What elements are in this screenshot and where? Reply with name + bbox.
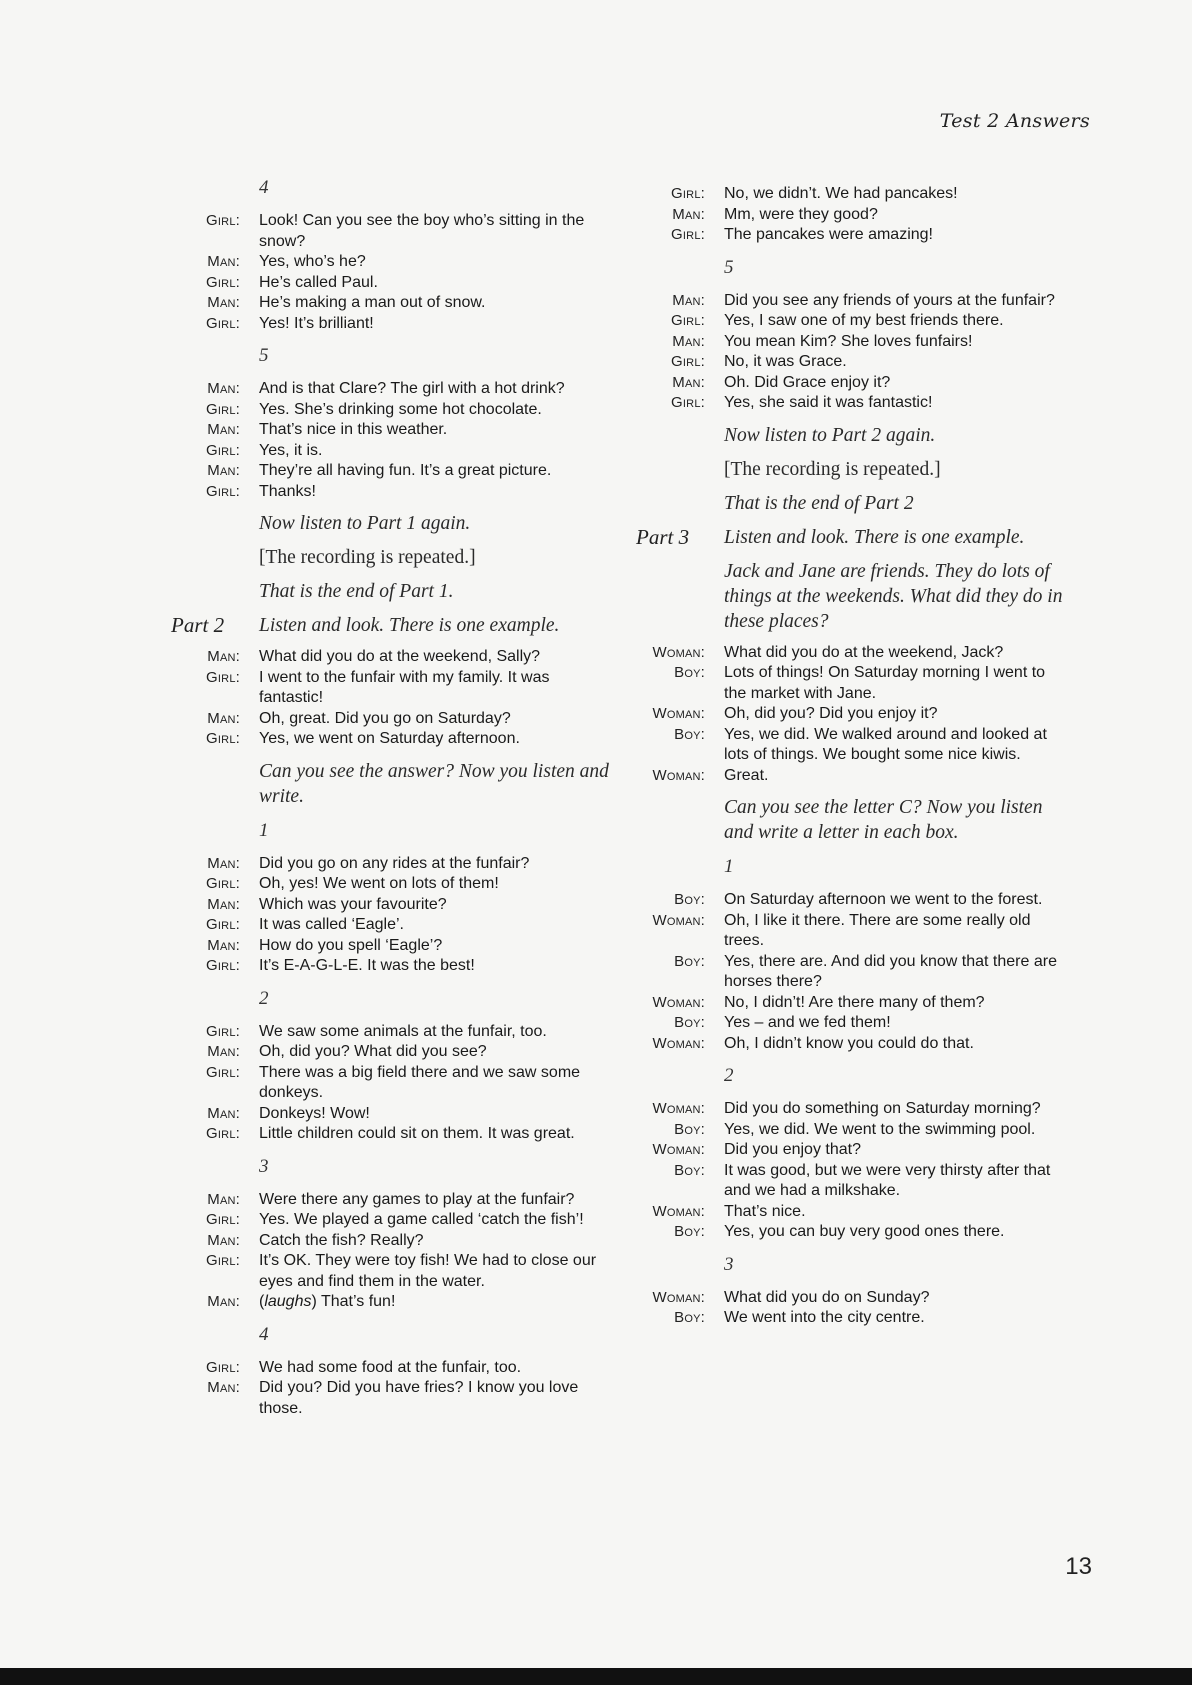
dialogue-line (640, 1202, 1080, 1223)
dialogue-line (175, 647, 615, 668)
dialogue-line (175, 1210, 615, 1231)
dialogue-line (640, 725, 1080, 766)
item-number: 5 (724, 256, 734, 278)
dialogue-line (175, 211, 615, 252)
speaker-label: Girl: (206, 1358, 240, 1376)
speaker-label: Girl: (671, 353, 705, 370)
speech-text: Yes, who’s he? (259, 253, 366, 270)
speaker-label: Man: (672, 332, 705, 350)
dialogue-line (640, 373, 1080, 394)
instruction: Can you see the letter C? Now you listen and write a letter in each box. (724, 797, 1043, 843)
speech-text: Oh, great. Did you go on Saturday? (259, 709, 511, 727)
speaker-label: Man: (207, 648, 240, 665)
speech-text: Did you do something on Saturday morning? (724, 1100, 1041, 1117)
speaker-label: Man: (207, 1293, 240, 1310)
dialogue-line (640, 704, 1080, 725)
speech-text: Did you? Did you have fries? I know you love those. (259, 1379, 579, 1417)
dialogue-line (175, 936, 615, 957)
dialogue-line (640, 663, 1080, 704)
speaker-label: Woman: (652, 1100, 705, 1117)
speaker-label: Woman: (652, 1141, 705, 1158)
speech-text: They’re all having fun. It’s a great picture. (259, 462, 552, 479)
dialogue-line (640, 1120, 1080, 1141)
speaker-label: Girl: (206, 957, 240, 974)
dialogue-line (175, 1292, 615, 1313)
speaker-label: Boy: (674, 664, 705, 681)
speech-text: Yes, we did. We went to the swimming pool. (724, 1120, 1036, 1138)
speaker-label: Girl: (206, 1063, 240, 1081)
dialogue-line (175, 1190, 615, 1211)
speech-text: Yes, we did. We walked around and looked at lots of things. We bought some nice kiwis. (724, 725, 1047, 763)
speaker-label: Girl: (206, 730, 240, 747)
speech-text: Did you go on any rides at the funfair? (259, 854, 530, 872)
dialogue-block (640, 291, 1080, 414)
speech-text: No, it was Grace. (724, 353, 847, 370)
running-header: Test 2 Answers (939, 110, 1090, 132)
dialogue-line (175, 895, 615, 916)
dialogue-block (640, 643, 1080, 787)
speaker-label: Woman: (652, 911, 705, 929)
speech-text: Oh, did you? What did you see? (259, 1043, 487, 1060)
speaker-label: Woman: (652, 705, 705, 722)
speaker-label: Girl: (671, 185, 705, 202)
dialogue-line (640, 643, 1080, 664)
part-label: Part 2 (171, 613, 225, 637)
speaker-label: Man: (207, 294, 240, 311)
part-heading (171, 613, 615, 638)
speaker-label: Man: (207, 1043, 240, 1060)
speaker-label: Man: (207, 462, 240, 479)
speech-text: He’s making a man out of snow. (259, 294, 486, 311)
dialogue-line (175, 1231, 615, 1252)
dialogue-block (640, 1099, 1080, 1243)
speech-text: I went to the funfair with my family. It was fantastic! (259, 668, 550, 706)
dialogue-line (640, 311, 1080, 332)
dialogue-line (640, 393, 1080, 414)
speech-text: It was called ‘Eagle’. (259, 916, 404, 933)
speech-text: And is that Clare? The girl with a hot drink? (259, 380, 565, 397)
speech-text: What did you do at the weekend, Sally? (259, 648, 541, 665)
dialogue-line (640, 911, 1080, 952)
speech-text: Look! Can you see the boy who’s sitting in the snow? (259, 212, 585, 250)
speaker-label: Boy: (674, 1161, 705, 1179)
speaker-label: Boy: (674, 952, 705, 970)
dialogue-line (175, 420, 615, 441)
dialogue-line (640, 1288, 1080, 1309)
dialogue-line (640, 1161, 1080, 1202)
dialogue-line (175, 854, 615, 875)
dialogue-line (175, 314, 615, 335)
dialogue-block (175, 1358, 615, 1420)
instruction: Listen and look. There is one example. (259, 615, 560, 636)
dialogue-block (640, 184, 1080, 246)
dialogue-line (175, 1042, 615, 1063)
item-number: 3 (724, 1253, 734, 1275)
speaker-label: Girl: (206, 916, 240, 933)
dialogue-line (175, 668, 615, 709)
dialogue-line (640, 1140, 1080, 1161)
speaker-label: Girl: (206, 212, 240, 229)
speech-text: How do you spell ‘Eagle’? (259, 936, 443, 954)
speech-text: Did you enjoy that? (724, 1141, 861, 1158)
speech-text: Yes. We played a game called ‘catch the fish’! (259, 1211, 584, 1228)
speaker-label: Man: (207, 854, 240, 872)
speaker-label: Boy: (674, 891, 705, 908)
dialogue-block (175, 647, 615, 750)
speaker-label: Man: (672, 291, 705, 309)
speaker-label: Man: (207, 895, 240, 913)
speech-text: Great. (724, 766, 769, 784)
speaker-label: Girl: (671, 226, 705, 243)
part-heading (636, 524, 1080, 550)
speech-text: The pancakes were amazing! (724, 226, 933, 243)
item-number: 1 (724, 856, 734, 877)
speaker-label: Boy: (674, 725, 705, 743)
item-number: 1 (259, 819, 269, 841)
speaker-label: Man: (207, 709, 240, 727)
speaker-label: Man: (207, 421, 240, 438)
dialogue-line (640, 1099, 1080, 1120)
speech-text: What did you do at the weekend, Jack? (724, 643, 1004, 661)
speech-text: It’s OK. They were toy fish! We had to close our eyes and find them in the water. (259, 1252, 597, 1290)
instruction: Can you see the answer? Now you listen and write. (259, 760, 609, 807)
dialogue-line (175, 1104, 615, 1125)
speech-text: He’s called Paul. (259, 273, 378, 291)
speech-text: Mm, were they good? (724, 205, 878, 223)
recording-note: [The recording is repeated.] (724, 458, 941, 480)
dialogue-block (640, 1288, 1080, 1329)
dialogue-line (175, 400, 615, 421)
speech-text: Yes! It’s brilliant! (259, 314, 374, 332)
speaker-label: Girl: (206, 875, 240, 892)
speaker-label: Girl: (206, 1211, 240, 1228)
dialogue-line (640, 766, 1080, 787)
dialogue-line (175, 1358, 615, 1379)
speech-text: Oh, yes! We went on lots of them! (259, 875, 499, 892)
speaker-label: Girl: (206, 314, 240, 332)
speaker-label: Woman: (652, 993, 705, 1011)
speech-text: What did you do on Sunday? (724, 1288, 930, 1306)
speech-text: Yes, you can buy very good ones there. (724, 1223, 1005, 1240)
instruction: Listen and look. There is one example. (724, 526, 1025, 548)
speech-text: Thanks! (259, 482, 316, 500)
dialogue-line (175, 729, 615, 750)
dialogue-block (640, 890, 1080, 1054)
left-column (171, 177, 615, 1419)
dialogue-block (175, 1022, 615, 1145)
speech-text: On Saturday afternoon we went to the forest. (724, 891, 1043, 908)
speech-text: Yes, we went on Saturday afternoon. (259, 730, 520, 747)
speaker-label: Girl: (671, 312, 705, 329)
speaker-label: Woman: (652, 1288, 705, 1306)
dialogue-line (640, 952, 1080, 993)
speech-text: Yes, I saw one of my best friends there. (724, 312, 1004, 329)
speaker-label: Girl: (206, 482, 240, 500)
speaker-label: Girl: (206, 1252, 240, 1269)
speaker-label: Man: (207, 380, 240, 397)
speaker-label: Man: (207, 1231, 240, 1249)
speaker-label: Boy: (674, 1014, 705, 1031)
speech-text: Yes, there are. And did you know that there are horses there? (724, 952, 1057, 990)
speech-text: (laughs) That’s fun! (259, 1293, 396, 1310)
dialogue-line (175, 482, 615, 503)
speech-text: Were there any games to play at the funfair? (259, 1190, 575, 1208)
speaker-label: Girl: (206, 273, 240, 291)
dialogue-line (175, 461, 615, 482)
dialogue-line (640, 352, 1080, 373)
dialogue-block (175, 379, 615, 502)
dialogue-block (175, 211, 615, 334)
speech-text: No, I didn’t! Are there many of them? (724, 993, 985, 1011)
right-column (636, 184, 1080, 1329)
speaker-label: Man: (672, 373, 705, 391)
speech-text: You mean Kim? She loves funfairs! (724, 332, 973, 350)
speech-text: Did you see any friends of yours at the funfair? (724, 291, 1055, 309)
speaker-label: Girl: (206, 1125, 240, 1142)
dialogue-line (175, 1251, 615, 1292)
dialogue-line (175, 1124, 615, 1145)
speech-text: Catch the fish? Really? (259, 1231, 424, 1249)
speech-text: That’s nice in this weather. (259, 421, 448, 438)
dialogue-line (640, 291, 1080, 312)
dialogue-line (640, 184, 1080, 205)
speaker-label: Boy: (674, 1309, 705, 1326)
speech-text: Yes, she said it was fantastic! (724, 394, 933, 411)
dialogue-line (640, 332, 1080, 353)
speaker-label: Man: (207, 1104, 240, 1122)
dialogue-block (175, 1190, 615, 1293)
dialogue-line (175, 915, 615, 936)
speaker-label: Woman: (652, 766, 705, 784)
speech-text: It’s E-A-G-L-E. It was the best! (259, 957, 475, 974)
dialogue-line (640, 1034, 1080, 1055)
speaker-label: Girl: (671, 394, 705, 411)
item-number: 4 (259, 177, 269, 198)
speech-text: There was a big field there and we saw some donkeys. (259, 1063, 581, 1101)
dialogue-line (175, 379, 615, 400)
dialogue-line (640, 890, 1080, 911)
dialogue-line (175, 956, 615, 977)
dialogue-line (175, 874, 615, 895)
dialogue-line (640, 993, 1080, 1014)
item-number: 5 (259, 345, 269, 366)
dialogue-line (175, 273, 615, 294)
dialogue-line (175, 293, 615, 314)
item-number: 3 (259, 1155, 269, 1177)
speaker-label: Girl: (206, 668, 240, 686)
speech-text: No, we didn’t. We had pancakes! (724, 185, 958, 202)
dialogue-line (175, 1378, 615, 1419)
part-label: Part 3 (636, 524, 690, 549)
speaker-label: Man: (207, 1190, 240, 1208)
speaker-label: Girl: (206, 400, 240, 418)
speech-text: It was good, but we were very thirsty after that and we had a milkshake. (724, 1161, 1051, 1199)
speech-text: We had some food at the funfair, too. (259, 1358, 522, 1376)
speech-text: That’s nice. (724, 1202, 806, 1220)
speech-text: Yes, it is. (259, 441, 323, 459)
speech-text: Oh, I like it there. There are some really old trees. (724, 911, 1031, 949)
dialogue-line (640, 205, 1080, 226)
speaker-label: Woman: (652, 1202, 705, 1220)
instruction: Now listen to Part 2 again. (724, 424, 936, 446)
speaker-label: Woman: (652, 1034, 705, 1052)
item-number: 2 (724, 1065, 734, 1086)
speech-text: We went into the city centre. (724, 1309, 925, 1326)
speech-text: Which was your favourite? (259, 895, 447, 913)
stage-direction: laughs (264, 1293, 312, 1310)
speaker-label: Man: (207, 1379, 240, 1396)
speaker-label: Girl: (206, 1022, 240, 1040)
speech-text: Oh, I didn’t know you could do that. (724, 1034, 974, 1052)
speaker-label: Boy: (674, 1223, 705, 1240)
speech-text: Yes. She’s drinking some hot chocolate. (259, 400, 542, 418)
speech-text: Donkeys! Wow! (259, 1104, 370, 1122)
dialogue-line (640, 1308, 1080, 1329)
dialogue-line (175, 252, 615, 273)
dialogue-block (175, 854, 615, 977)
speaker-label: Woman: (652, 643, 705, 661)
speech-text: We saw some animals at the funfair, too. (259, 1022, 547, 1040)
speaker-label: Man: (672, 205, 705, 223)
dialogue-line (175, 441, 615, 462)
dialogue-line (640, 225, 1080, 246)
speech-text: Oh. Did Grace enjoy it? (724, 373, 891, 391)
speech-text: Little children could sit on them. It was great. (259, 1125, 575, 1142)
scan-edge (0, 1668, 1192, 1685)
recording-note: [The recording is repeated.] (259, 547, 476, 568)
speaker-label: Girl: (206, 441, 240, 459)
item-number: 4 (259, 1323, 269, 1345)
dialogue-line (640, 1222, 1080, 1243)
dialogue-line (175, 1063, 615, 1104)
dialogue-line (640, 1013, 1080, 1034)
dialogue-line (175, 709, 615, 730)
instruction: That is the end of Part 2 (724, 492, 914, 514)
speaker-label: Boy: (674, 1120, 705, 1138)
instruction: Jack and Jane are friends. They do lots of things at the weekends. What did they do in these places? (724, 560, 1063, 632)
instruction: Now listen to Part 1 again. (259, 513, 471, 534)
instruction: That is the end of Part 1. (259, 581, 454, 602)
speech-text: Yes – and we fed them! (724, 1014, 891, 1031)
speaker-label: Man: (207, 253, 240, 270)
speech-rest: That’s fun! (316, 1293, 396, 1310)
speaker-label: Man: (207, 936, 240, 954)
speech-text: Lots of things! On Saturday morning I went to the market with Jane. (724, 664, 1046, 702)
dialogue-line (175, 1022, 615, 1043)
item-number: 2 (259, 987, 269, 1009)
page-number: 13 (1065, 1553, 1092, 1580)
speech-text: Oh, did you? Did you enjoy it? (724, 705, 938, 722)
